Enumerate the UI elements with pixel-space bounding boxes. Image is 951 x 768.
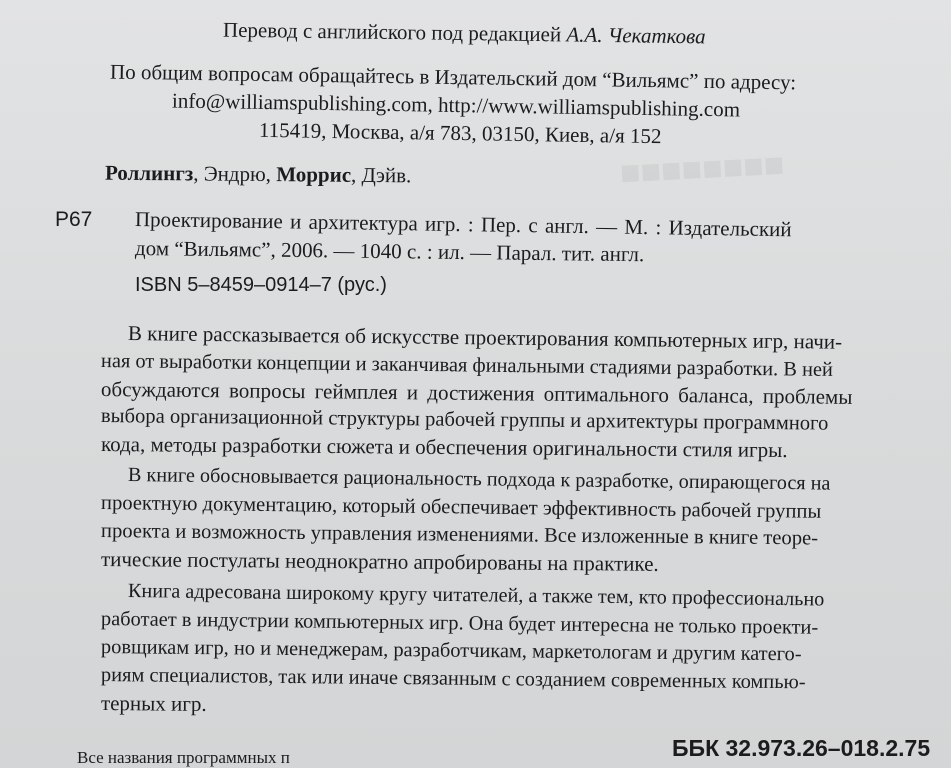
author2-surname: Моррис [276, 162, 352, 187]
abstract-line: проекта и возможность управления изменениями. Все изложенные в книге теоре- [100, 520, 819, 550]
translation-editor: А.А. Чекаткова [566, 22, 706, 49]
bbk-code: ББК 32.973.26–018.2.75 [672, 735, 931, 761]
rights-fragment: Все названия программных п [77, 748, 290, 767]
translation-prefix: Перевод с английского под редакцией [222, 17, 567, 47]
contact-line-2: info@williamspublishing.com, http://www.williamspublishing.com [171, 88, 741, 122]
abstract-line: ровщикам игр, но и менеджерам, разработчикам, маркетологам и другим катего- [100, 636, 802, 666]
abstract-line: обсуждаются вопросы геймплея и достижения оптимального баланса, проблемы [100, 377, 853, 409]
abstract-line: ная от выработки концепции и заканчивая финальными стадиями разработки. В ней [100, 350, 834, 381]
authors-line [105, 160, 412, 189]
translation-line [223, 17, 706, 50]
abstract-line: работает в индустрии компьютерных игр. Она будет интересна не только проекти- [100, 608, 819, 639]
abstract-line: кода, методы разработки сюжета и обеспечения оригинальности стиля игры. [100, 432, 788, 462]
author2-name: , Дэйв. [350, 162, 412, 188]
bleed-through-text: ■■■■■■■■ [619, 145, 786, 193]
abstract-line: выбора организационной структуры рабочей группы и архитектуры программного [100, 405, 829, 435]
contact-line-1: По общим вопросам обращайтесь в Издательский дом “Вильямс” по адресу: [109, 59, 797, 95]
description-line-2: дом “Вильямс”, 2006. — 1040 с. : ил. — Парал. тит. англ. [134, 236, 645, 267]
abstract-line: риям специалистов, так или иначе связанным с созданием современных компью- [100, 664, 806, 694]
abstract-line: терных игр. [100, 691, 207, 716]
author1-surname: Роллингз [104, 160, 194, 186]
catalog-code: Р67 [55, 208, 93, 231]
isbn: ISBN 5–8459–0914–7 (рус.) [135, 274, 387, 296]
contact-line-3: 115419, Москва, а/я 783, 03150, Киев, а/я 152 [258, 117, 662, 149]
abstract-line: В книге рассказывается об искусстве проектирования компьютерных игр, начи- [127, 321, 843, 354]
description-line-1: Проектирование и архитектура игр. : Пер. с англ. — М. : Издательский [134, 207, 792, 242]
author1-name: , Эндрю, [193, 161, 277, 187]
abstract-line: В книге обосновывается рациональность подхода к разработке, опирающегося на [127, 464, 831, 495]
abstract-line: проектную документацию, который обеспечивает эффективность рабочей группы [100, 492, 822, 523]
abstract-line: тические постулаты неоднократно апробированы на практике. [100, 547, 659, 576]
abstract-line: Книга адресована широкому кругу читателей, а также тем, кто профессионально [127, 580, 825, 611]
